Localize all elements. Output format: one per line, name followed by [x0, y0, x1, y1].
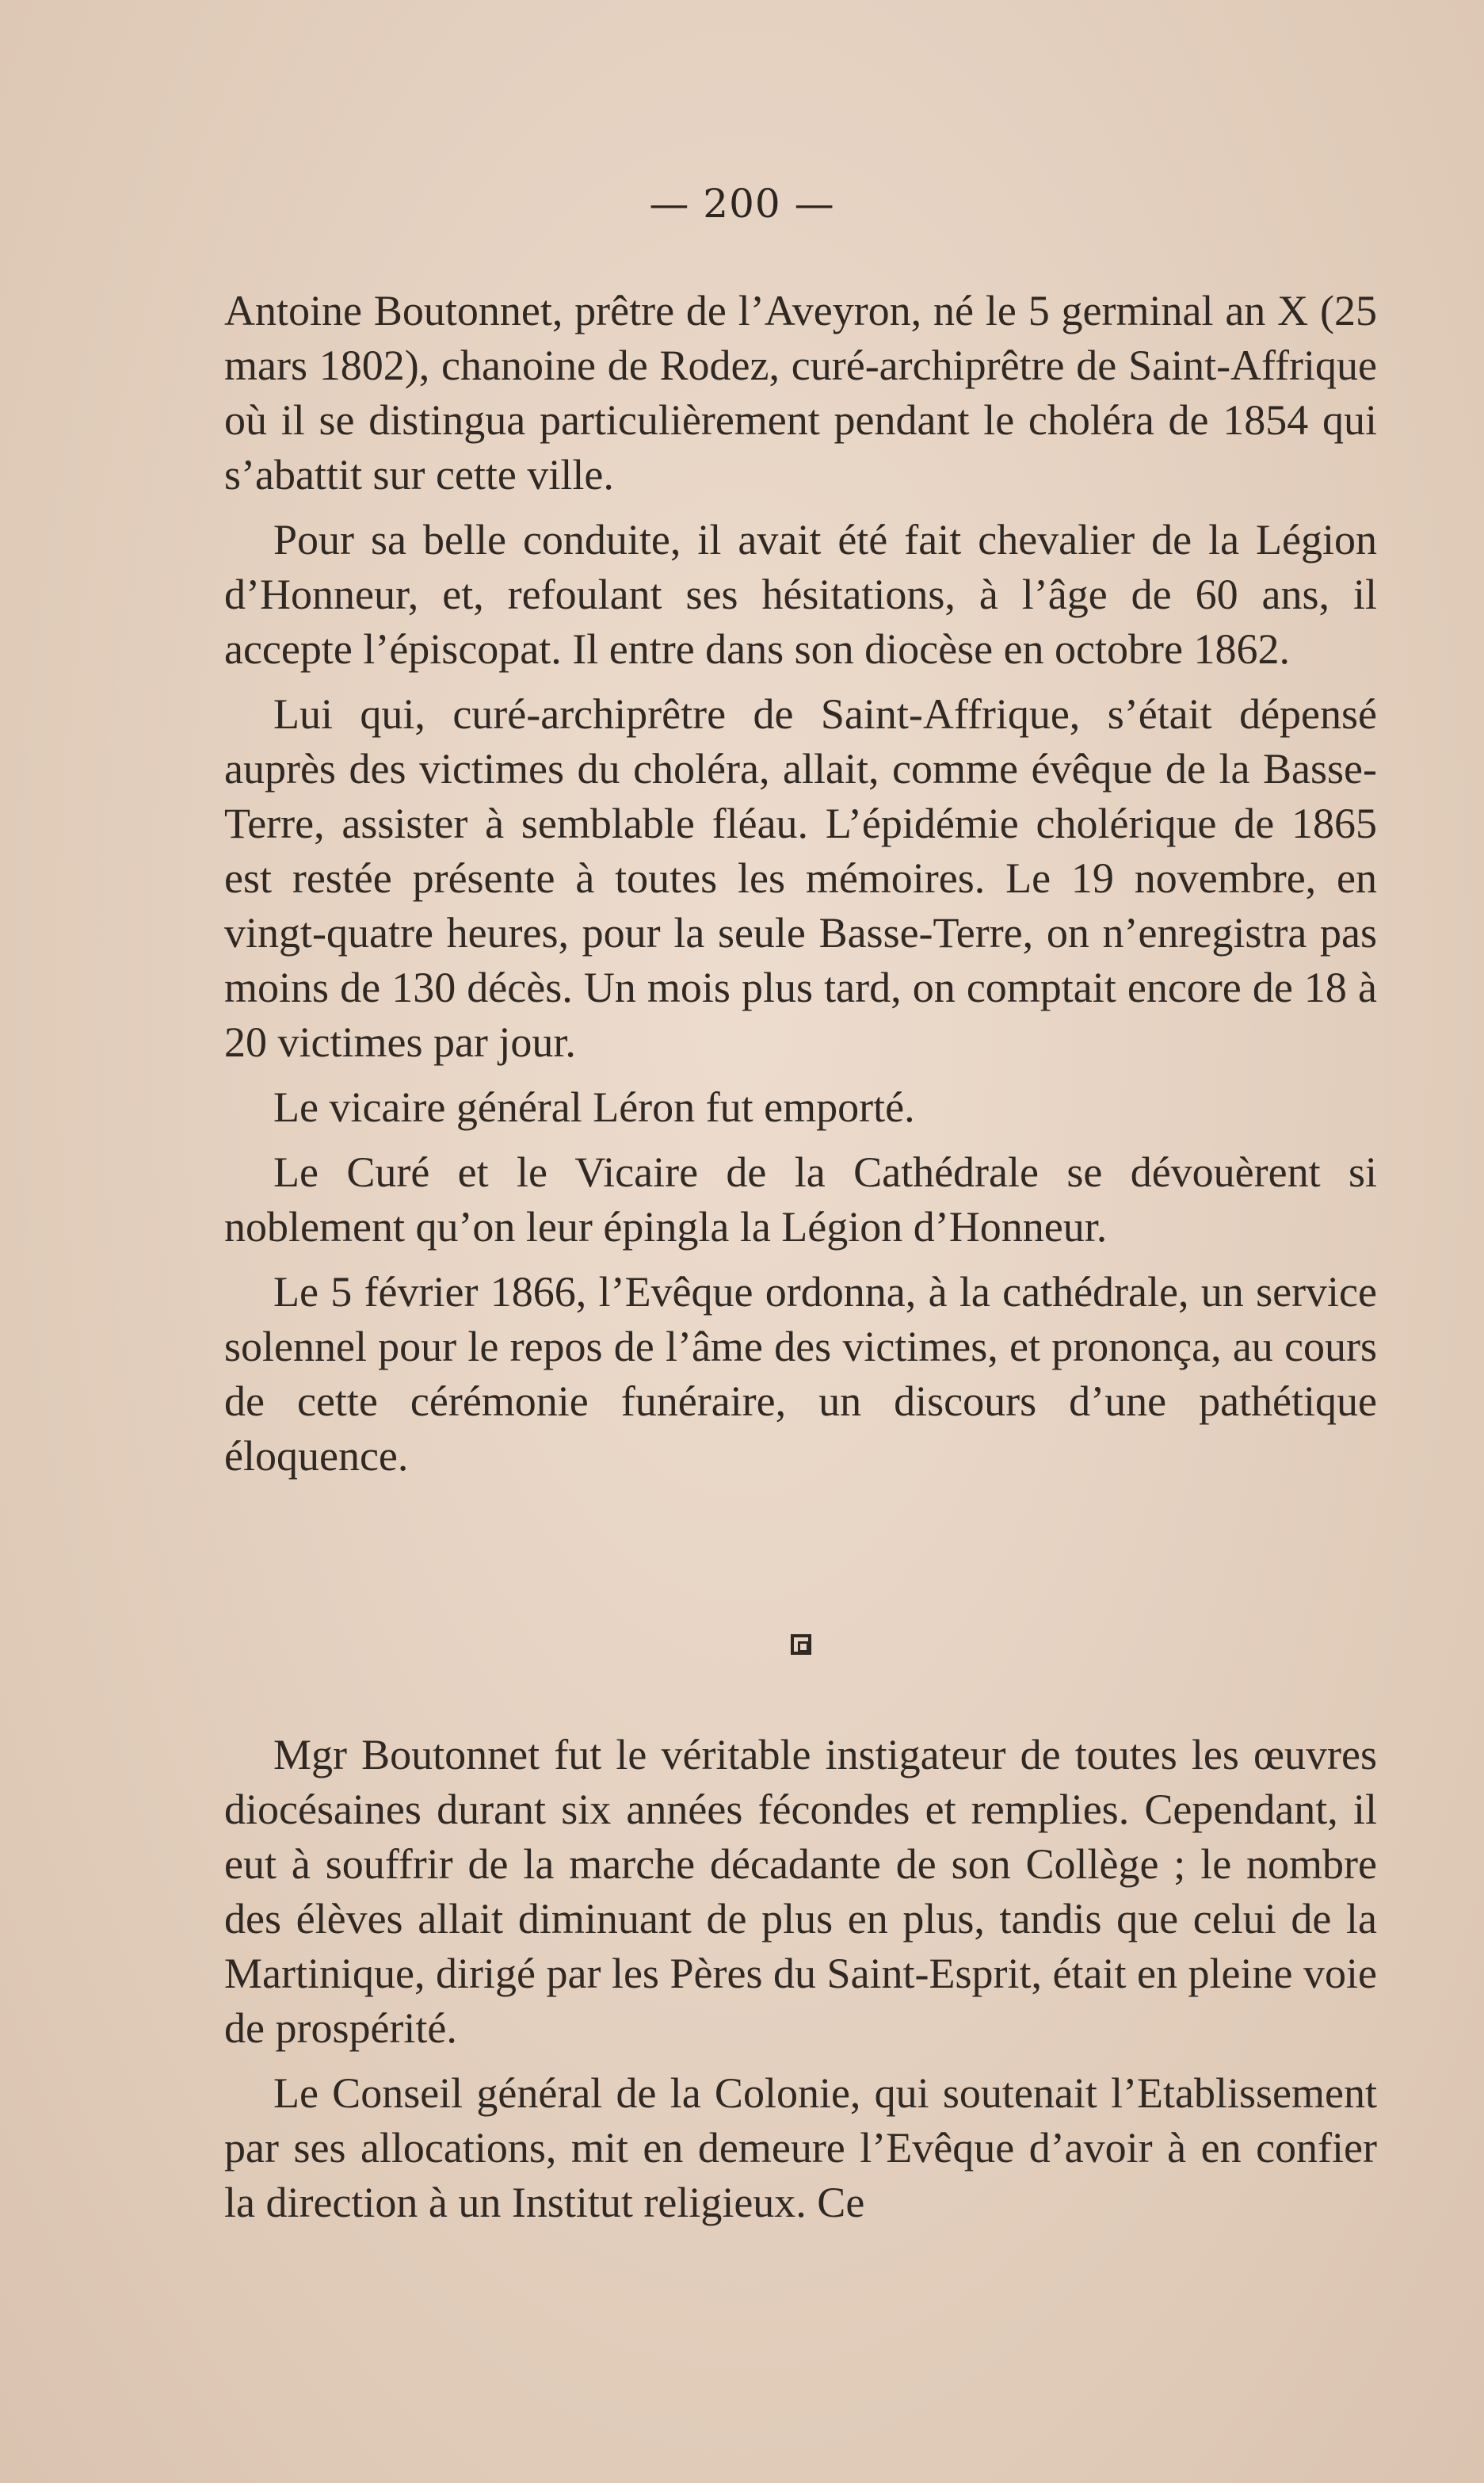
paragraph-6: Le 5 février 1866, l’Evêque ordonna, à la cathédrale, un service solennel pour le repos de l’âme des victimes, et prononça, au cours de cette cérémonie funéraire, un discours d’une pathétique éloquence. — [224, 1268, 1377, 1480]
paragraph-4: Le vicaire général Léron fut emporté. — [273, 1083, 915, 1131]
paragraph-8: Le Conseil général de la Colonie, qui soutenait l’Etablissement par ses allocations, mit en demeure l’Evêque d’avoir à en confier la direction à un Institut religieux. Ce — [224, 2069, 1377, 2226]
paragraph-3: Lui qui, curé-archiprêtre de Saint-Affrique, s’était dépensé auprès des victimes du choléra, allait, comme évêque de la Basse-Terre, assister à semblable fléau. L’épidémie cholérique de 1865 est restée présente à toutes les mémoires. Le 19 novembre, en vingt-quatre heures, pour la seule Basse-Terre, on n’enregistra pas moins de 130 décès. Un mois plus tard, on comptait encore de 18 à 20 victimes par jour. — [224, 690, 1377, 1066]
paragraph-7: Mgr Boutonnet fut le véritable instigateur de toutes les œuvres diocésaines durant six années fécondes et remplies. Cependant, il eut à souffrir de la marche décadante de son Collège ; le nombre des élèves allait diminuant de plus en plus, tandis que celui de la Martinique, dirigé par les Pères du Saint-Esprit, était en pleine voie de prospérité. — [224, 1731, 1377, 2052]
paragraph-1: Antoine Boutonnet, prêtre de l’Aveyron, né le 5 germinal an X (25 mars 1802), chanoine de Rodez, curé-archiprêtre de Saint-Affrique où il se distingua particulièrement pendant le choléra de 1854 qui s’abattit sur cette ville. — [224, 287, 1377, 499]
text-section-2 — [224, 1728, 1377, 2240]
page-number: — 200 — — [649, 181, 835, 227]
paragraph-2: Pour sa belle conduite, il avait été fait chevalier de la Légion d’Honneur, et, refoulant ses hésitations, à l’âge de 60 ans, il accepte l’épiscopat. Il entre dans son diocèse en octobre 1862. — [224, 516, 1377, 673]
paragraph-5: Le Curé et le Vicaire de la Cathédrale se dévouèrent si noblement qu’on leur épingla la Légion d’Honneur. — [224, 1148, 1377, 1251]
text-section-1 — [224, 284, 1377, 1494]
square-ornament-icon — [791, 1634, 811, 1655]
